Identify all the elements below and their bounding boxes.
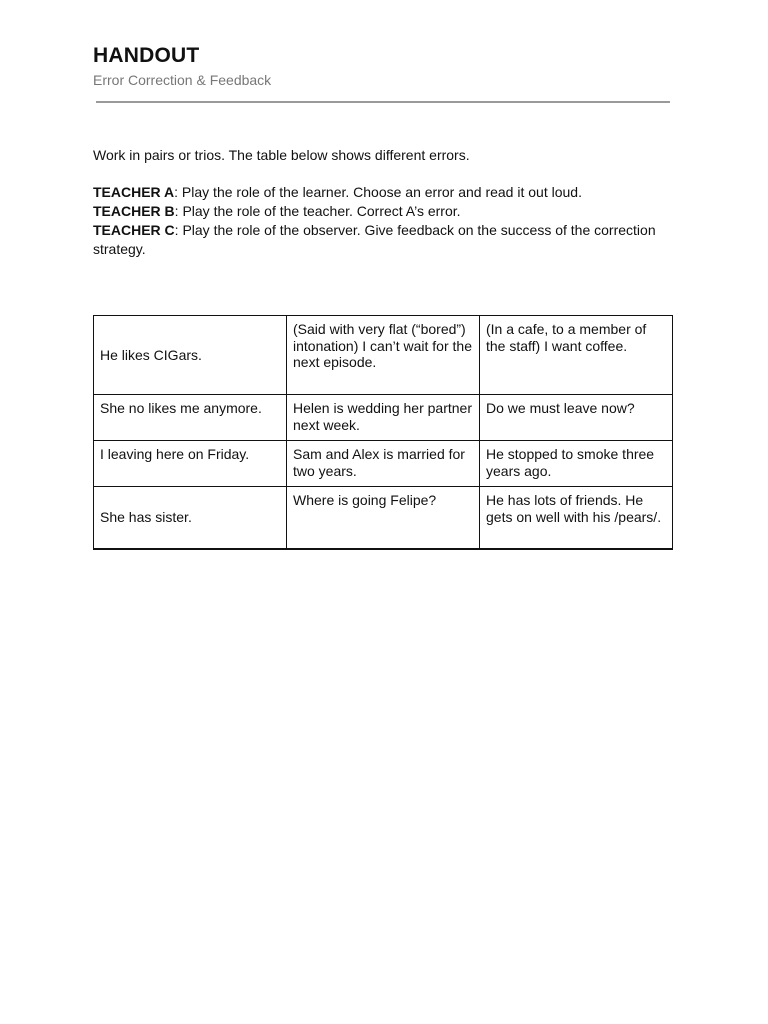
role-description: : Play the role of the learner. Choose an error and read it out loud. [174, 184, 582, 200]
role-teacher-c [93, 221, 673, 259]
role-name: TEACHER A [93, 184, 175, 200]
role-list [93, 183, 673, 259]
table-cell: Sam and Alex is married for two years. [287, 441, 480, 487]
table-cell: Do we must leave now? [480, 395, 673, 441]
table-cell: He stopped to smoke three years ago. [480, 441, 673, 487]
table-cell: She has sister. [94, 487, 287, 549]
role-teacher-a [93, 183, 673, 202]
table-cell: He has lots of friends. He gets on well with his /pears/. [480, 487, 673, 549]
table-cell: He likes CIGars. [94, 316, 287, 395]
page-title: HANDOUT [93, 44, 200, 67]
role-name: TEACHER C [93, 222, 175, 238]
header-divider [96, 101, 670, 103]
table-cell: (Said with very flat (“bored”) intonation) I can’t wait for the next episode. [287, 316, 480, 395]
role-description: : Play the role of the teacher. Correct A’s error. [174, 203, 461, 219]
table-cell: She no likes me anymore. [94, 395, 287, 441]
table-row [94, 487, 673, 549]
table-cell: Where is going Felipe? [287, 487, 480, 549]
table-cell: (In a cafe, to a member of the staff) I want coffee. [480, 316, 673, 395]
role-description: : Play the role of the observer. Give feedback on the success of the correction strategy. [93, 222, 656, 257]
page-subtitle: Error Correction & Feedback [93, 72, 272, 88]
table-row [94, 316, 673, 395]
intro-text: Work in pairs or trios. The table below shows different errors. [93, 147, 470, 163]
table-cell: Helen is wedding her partner next week. [287, 395, 480, 441]
table-row [94, 395, 673, 441]
errors-table [93, 315, 673, 550]
table-cell: I leaving here on Friday. [94, 441, 287, 487]
role-name: TEACHER B [93, 203, 175, 219]
table-row [94, 441, 673, 487]
role-teacher-b [93, 202, 673, 221]
